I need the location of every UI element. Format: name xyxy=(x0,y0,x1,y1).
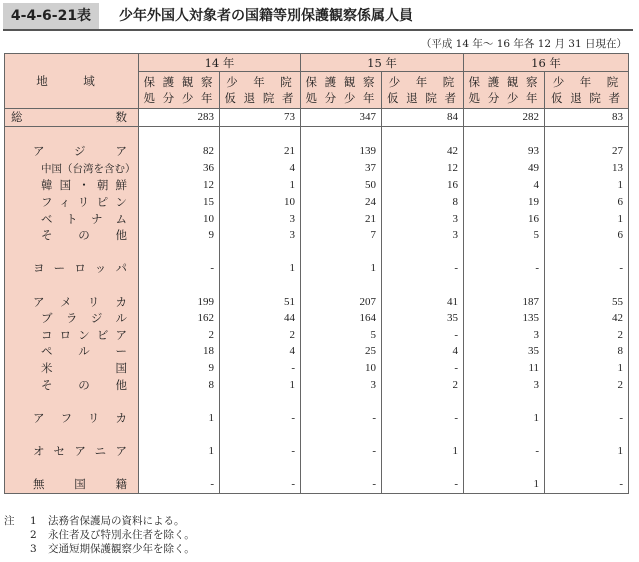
data-table xyxy=(4,53,629,494)
value-cell: 10 xyxy=(301,360,382,377)
year-header: 15 年 xyxy=(301,54,464,72)
value-cell: 1 xyxy=(382,443,464,460)
region-name: コロンビア xyxy=(41,327,127,342)
sub-header: 保 護 観 察 処 分 少 年 xyxy=(301,72,382,109)
value-cell xyxy=(464,426,545,443)
sub-header: 保 護 観 察 処 分 少 年 xyxy=(464,72,545,109)
value-cell: 55 xyxy=(545,294,629,311)
region-cell xyxy=(5,109,139,127)
value-cell: 1 xyxy=(220,377,301,394)
value-cell: 2 xyxy=(382,377,464,394)
value-cell: 2 xyxy=(545,377,629,394)
value-cell xyxy=(464,244,545,261)
footnote-text: 交通短期保護観察少年を除く。 xyxy=(48,543,195,555)
table-row xyxy=(5,160,629,178)
table-row xyxy=(5,327,629,344)
value-cell: 3 xyxy=(464,377,545,394)
value-cell: - xyxy=(382,327,464,344)
value-cell: 82 xyxy=(139,143,220,160)
value-cell xyxy=(301,244,382,261)
table-row xyxy=(5,443,629,460)
table-row xyxy=(5,343,629,360)
value-cell: 6 xyxy=(545,227,629,244)
value-cell: 5 xyxy=(464,227,545,244)
region-cell xyxy=(5,426,139,443)
region-cell xyxy=(5,294,139,311)
value-cell: 1 xyxy=(464,410,545,427)
value-cell xyxy=(382,244,464,261)
value-cell xyxy=(301,459,382,476)
table-body xyxy=(5,109,629,494)
value-cell: 5 xyxy=(301,327,382,344)
value-cell: 24 xyxy=(301,194,382,211)
value-cell: - xyxy=(382,476,464,493)
value-cell: 12 xyxy=(382,160,464,178)
value-cell: 2 xyxy=(139,327,220,344)
region-name: 無国籍 xyxy=(33,477,127,492)
value-cell: - xyxy=(220,410,301,427)
table-row xyxy=(5,143,629,160)
value-cell xyxy=(220,393,301,410)
value-cell xyxy=(382,459,464,476)
value-cell: - xyxy=(220,360,301,377)
value-cell: 9 xyxy=(139,227,220,244)
value-cell: 187 xyxy=(464,294,545,311)
region-cell xyxy=(5,244,139,261)
value-cell: - xyxy=(382,260,464,277)
sub-header: 保 護 観 察 処 分 少 年 xyxy=(139,72,220,109)
footnote-no: 3 xyxy=(30,543,37,555)
value-cell xyxy=(464,126,545,143)
region-name: フィリピン xyxy=(41,194,127,209)
value-cell: 3 xyxy=(382,227,464,244)
region-header: 地 域 xyxy=(5,54,139,109)
value-cell xyxy=(464,459,545,476)
value-cell: - xyxy=(545,410,629,427)
region-cell xyxy=(5,126,139,143)
region-name: ヨーロッパ xyxy=(33,261,127,276)
value-cell xyxy=(220,244,301,261)
value-cell: 13 xyxy=(545,160,629,178)
value-cell: 6 xyxy=(545,194,629,211)
table-row xyxy=(5,476,629,493)
region-cell xyxy=(5,211,139,228)
region-cell xyxy=(5,177,139,194)
region-cell xyxy=(5,476,139,493)
value-cell xyxy=(301,126,382,143)
value-cell: - xyxy=(464,260,545,277)
value-cell xyxy=(220,459,301,476)
table-row xyxy=(5,211,629,228)
value-cell: 93 xyxy=(464,143,545,160)
value-cell: 1 xyxy=(545,211,629,228)
value-cell: 1 xyxy=(464,476,545,493)
value-cell: 37 xyxy=(301,160,382,178)
spacer-row xyxy=(5,426,629,443)
value-cell: 1 xyxy=(545,177,629,194)
region-name: 総数 xyxy=(11,110,127,124)
value-cell: 41 xyxy=(382,294,464,311)
value-cell xyxy=(464,393,545,410)
region-cell xyxy=(5,227,139,244)
value-cell: 10 xyxy=(139,211,220,228)
value-cell: 1 xyxy=(139,410,220,427)
value-cell: 4 xyxy=(220,343,301,360)
value-cell: - xyxy=(220,476,301,493)
value-cell xyxy=(220,277,301,294)
table-row xyxy=(5,260,629,277)
value-cell xyxy=(139,393,220,410)
value-cell: 1 xyxy=(301,260,382,277)
region-cell xyxy=(5,443,139,460)
value-cell: 10 xyxy=(220,194,301,211)
value-cell: 18 xyxy=(139,343,220,360)
region-cell xyxy=(5,343,139,360)
value-cell: 35 xyxy=(382,310,464,327)
region-name: ペルー xyxy=(41,344,127,359)
value-cell: 3 xyxy=(220,227,301,244)
value-cell: 8 xyxy=(139,377,220,394)
value-cell: 139 xyxy=(301,143,382,160)
value-cell: 1 xyxy=(545,443,629,460)
value-cell: 15 xyxy=(139,194,220,211)
region-cell xyxy=(5,327,139,344)
region-name: その他 xyxy=(41,228,127,243)
value-cell: 3 xyxy=(464,327,545,344)
value-cell: 84 xyxy=(382,109,464,127)
year-header: 16 年 xyxy=(464,54,629,72)
value-cell: - xyxy=(382,360,464,377)
value-cell: 3 xyxy=(220,211,301,228)
footnote-label: 注 xyxy=(4,515,15,527)
value-cell: 36 xyxy=(139,160,220,178)
value-cell: 282 xyxy=(464,109,545,127)
table-row xyxy=(5,194,629,211)
value-cell: 44 xyxy=(220,310,301,327)
value-cell: 73 xyxy=(220,109,301,127)
value-cell xyxy=(220,426,301,443)
region-cell xyxy=(5,393,139,410)
value-cell: 1 xyxy=(220,177,301,194)
value-cell xyxy=(301,277,382,294)
value-cell: 207 xyxy=(301,294,382,311)
value-cell: 51 xyxy=(220,294,301,311)
value-cell xyxy=(382,426,464,443)
value-cell: 2 xyxy=(545,327,629,344)
value-cell: 283 xyxy=(139,109,220,127)
region-name: ベトナム xyxy=(41,211,127,226)
region-cell xyxy=(5,410,139,427)
value-cell: 164 xyxy=(301,310,382,327)
value-cell: 49 xyxy=(464,160,545,178)
value-cell xyxy=(382,277,464,294)
value-cell xyxy=(139,277,220,294)
value-cell xyxy=(382,393,464,410)
value-cell: 162 xyxy=(139,310,220,327)
region-name: その他 xyxy=(41,377,127,392)
region-name: ブラジル xyxy=(41,311,127,326)
value-cell xyxy=(301,426,382,443)
value-cell: 35 xyxy=(464,343,545,360)
value-cell: 42 xyxy=(382,143,464,160)
table-row xyxy=(5,294,629,311)
value-cell xyxy=(545,244,629,261)
value-cell: - xyxy=(382,410,464,427)
value-cell: - xyxy=(301,410,382,427)
region-name: 米国 xyxy=(41,360,127,375)
region-name: オセアニア xyxy=(33,443,127,458)
value-cell: - xyxy=(464,443,545,460)
value-cell: 12 xyxy=(139,177,220,194)
table-row xyxy=(5,109,629,127)
region-cell xyxy=(5,310,139,327)
spacer-row xyxy=(5,459,629,476)
sub-header: 少 年 院 仮 退 院 者 xyxy=(545,72,629,109)
value-cell xyxy=(545,426,629,443)
table-id: 4-4-6-21表 xyxy=(3,3,99,29)
region-name: アジア xyxy=(33,144,127,159)
value-cell: - xyxy=(545,260,629,277)
region-name: アフリカ xyxy=(33,410,127,425)
value-cell xyxy=(545,277,629,294)
region-cell xyxy=(5,194,139,211)
region-cell xyxy=(5,360,139,377)
value-cell: 4 xyxy=(220,160,301,178)
value-cell xyxy=(545,393,629,410)
table-row xyxy=(5,360,629,377)
region-cell xyxy=(5,260,139,277)
value-cell xyxy=(464,277,545,294)
region-cell xyxy=(5,160,139,178)
value-cell: 3 xyxy=(301,377,382,394)
value-cell: - xyxy=(220,443,301,460)
value-cell: 199 xyxy=(139,294,220,311)
value-cell: 50 xyxy=(301,177,382,194)
table-row xyxy=(5,410,629,427)
value-cell: 8 xyxy=(382,194,464,211)
value-cell: - xyxy=(139,476,220,493)
value-cell: 9 xyxy=(139,360,220,377)
region-cell xyxy=(5,277,139,294)
value-cell xyxy=(139,459,220,476)
value-cell: 8 xyxy=(545,343,629,360)
value-cell: 21 xyxy=(220,143,301,160)
value-cell xyxy=(220,126,301,143)
value-cell: 347 xyxy=(301,109,382,127)
sub-header: 少 年 院 仮 退 院 者 xyxy=(382,72,464,109)
year-header: 14 年 xyxy=(139,54,301,72)
value-cell: 4 xyxy=(382,343,464,360)
value-cell xyxy=(301,393,382,410)
value-cell xyxy=(545,459,629,476)
spacer-row xyxy=(5,244,629,261)
spacer-row xyxy=(5,126,629,143)
page-title: 少年外国人対象者の国籍等別保護観察係属人員 xyxy=(119,8,413,24)
value-cell xyxy=(139,426,220,443)
region-cell xyxy=(5,377,139,394)
table-row xyxy=(5,177,629,194)
value-cell: 1 xyxy=(220,260,301,277)
value-cell: 7 xyxy=(301,227,382,244)
region-name: 韓国・朝鮮 xyxy=(41,178,127,193)
value-cell xyxy=(545,126,629,143)
footnote-no: 1 xyxy=(30,515,37,527)
spacer-row xyxy=(5,277,629,294)
title-bar xyxy=(3,3,633,31)
value-cell: - xyxy=(139,260,220,277)
value-cell xyxy=(139,244,220,261)
value-cell: 11 xyxy=(464,360,545,377)
spacer-row xyxy=(5,393,629,410)
value-cell: - xyxy=(545,476,629,493)
footnote-text: 法務省保護局の資料による。 xyxy=(48,515,185,527)
value-cell: 3 xyxy=(382,211,464,228)
value-cell xyxy=(139,126,220,143)
table-row xyxy=(5,227,629,244)
value-cell: 4 xyxy=(464,177,545,194)
value-cell: 25 xyxy=(301,343,382,360)
region-cell xyxy=(5,459,139,476)
region-name: アメリカ xyxy=(33,294,127,309)
value-cell: - xyxy=(301,443,382,460)
value-cell: 21 xyxy=(301,211,382,228)
value-cell: 2 xyxy=(220,327,301,344)
footnote-text: 永住者及び特別永住者を除く。 xyxy=(48,529,195,541)
table-row xyxy=(5,377,629,394)
table-row xyxy=(5,310,629,327)
value-cell: 83 xyxy=(545,109,629,127)
value-cell: 19 xyxy=(464,194,545,211)
period-note: （平成 14 年～ 16 年各 12 月 31 日現在） xyxy=(420,38,627,50)
region-cell xyxy=(5,143,139,160)
value-cell: 16 xyxy=(382,177,464,194)
value-cell: 135 xyxy=(464,310,545,327)
region-name: 中国（台湾を含む） xyxy=(41,162,136,175)
value-cell: 16 xyxy=(464,211,545,228)
value-cell: 1 xyxy=(139,443,220,460)
value-cell: 1 xyxy=(545,360,629,377)
value-cell: 42 xyxy=(545,310,629,327)
value-cell: - xyxy=(301,476,382,493)
footnote-no: 2 xyxy=(30,529,37,541)
value-cell xyxy=(382,126,464,143)
sub-header: 少 年 院 仮 退 院 者 xyxy=(220,72,301,109)
value-cell: 27 xyxy=(545,143,629,160)
